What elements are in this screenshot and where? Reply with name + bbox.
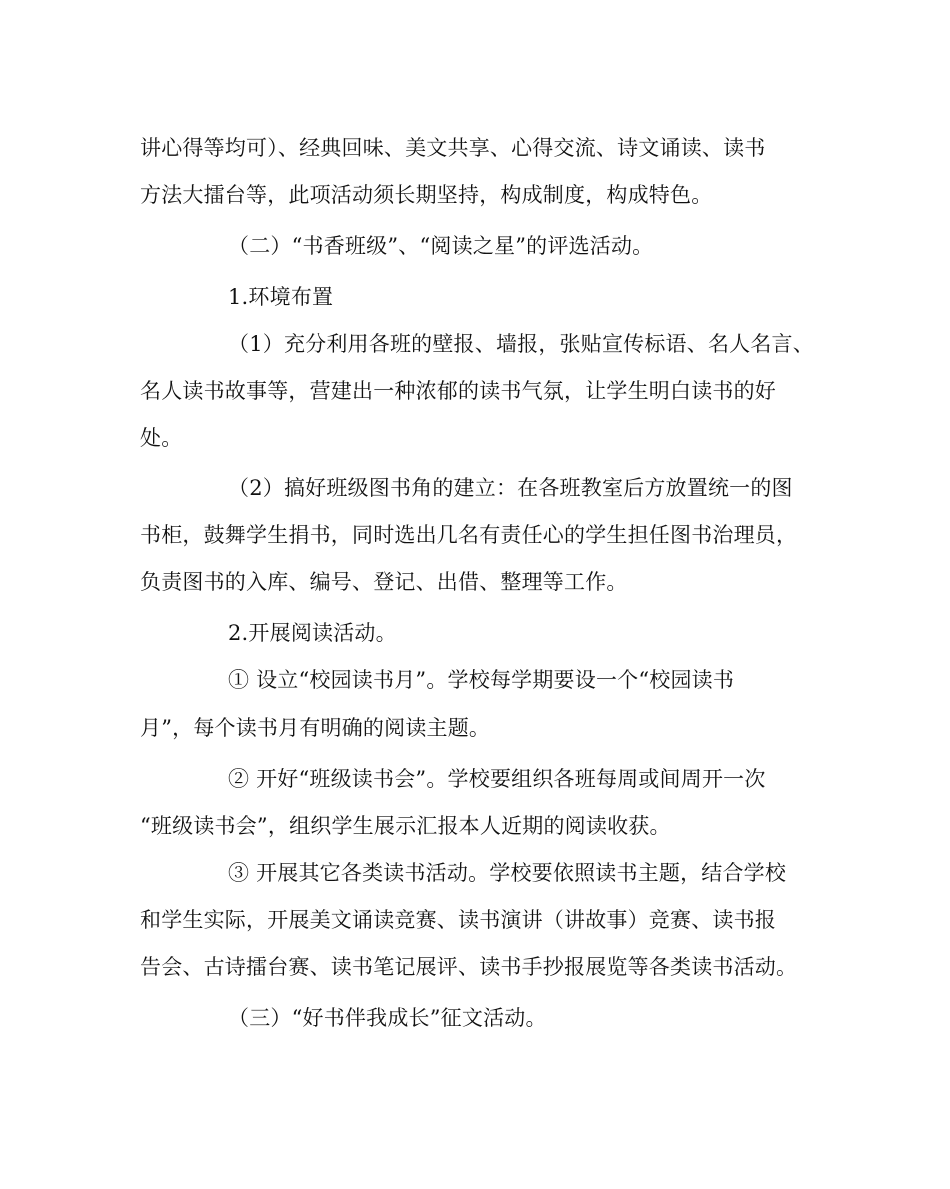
section-heading: （二）“书香班级”、“阅读之星”的评选活动。 [228,234,654,258]
subsection-heading: 1.环境布置 [228,285,334,309]
text-line: 书柜，鼓舞学生捐书，同时选出几名有责任心的学生担任图书治理员， [140,523,798,547]
text-line: 月”，每个读书月有明确的阅读主题。 [140,716,491,740]
text-line: 负责图书的入库、编号、登记、出借、整理等工作。 [140,570,628,594]
text-line: ③ 开展其它各类读书活动。学校要依照读书主题，结合学校 [228,861,787,885]
text-line: 告会、古诗擂台赛、读书笔记展评、读书手抄报展览等各类读书活动。 [140,955,798,979]
text-line: 名人读书故事等，营建出一种浓郁的读书气氛，让学生明白读书的好 [140,379,776,403]
text-line: ② 开好“班级读书会”。学校要组织各班每周或间周开一次 [228,767,766,791]
text-line: “班级读书会”，组织学生展示汇报本人近期的阅读收获。 [140,814,671,838]
text-line: 讲心得等均可）、经典回味、美文共享、心得交流、诗文诵读、读书 [140,136,766,160]
section-heading: （三）“好书伴我成长”征文活动。 [228,1006,547,1030]
text-line: 和学生实际，开展美文诵读竞赛、读书演讲（讲故事）竞赛、读书报 [140,908,776,932]
text-line: ① 设立“校园读书月”。学校每学期要设一个“校园读书 [228,668,735,692]
text-line: （2）搞好班级图书角的建立：在各班教室后方放置统一的图 [228,476,793,500]
text-line: （1）充分利用各班的壁报、墙报，张贴宣传标语、名人名言、 [228,332,814,356]
text-line: 处。 [140,426,183,450]
subsection-heading: 2.开展阅读活动。 [228,621,397,645]
text-line: 方法大擂台等，此项活动须长期坚持，构成制度，构成特色。 [140,183,713,207]
